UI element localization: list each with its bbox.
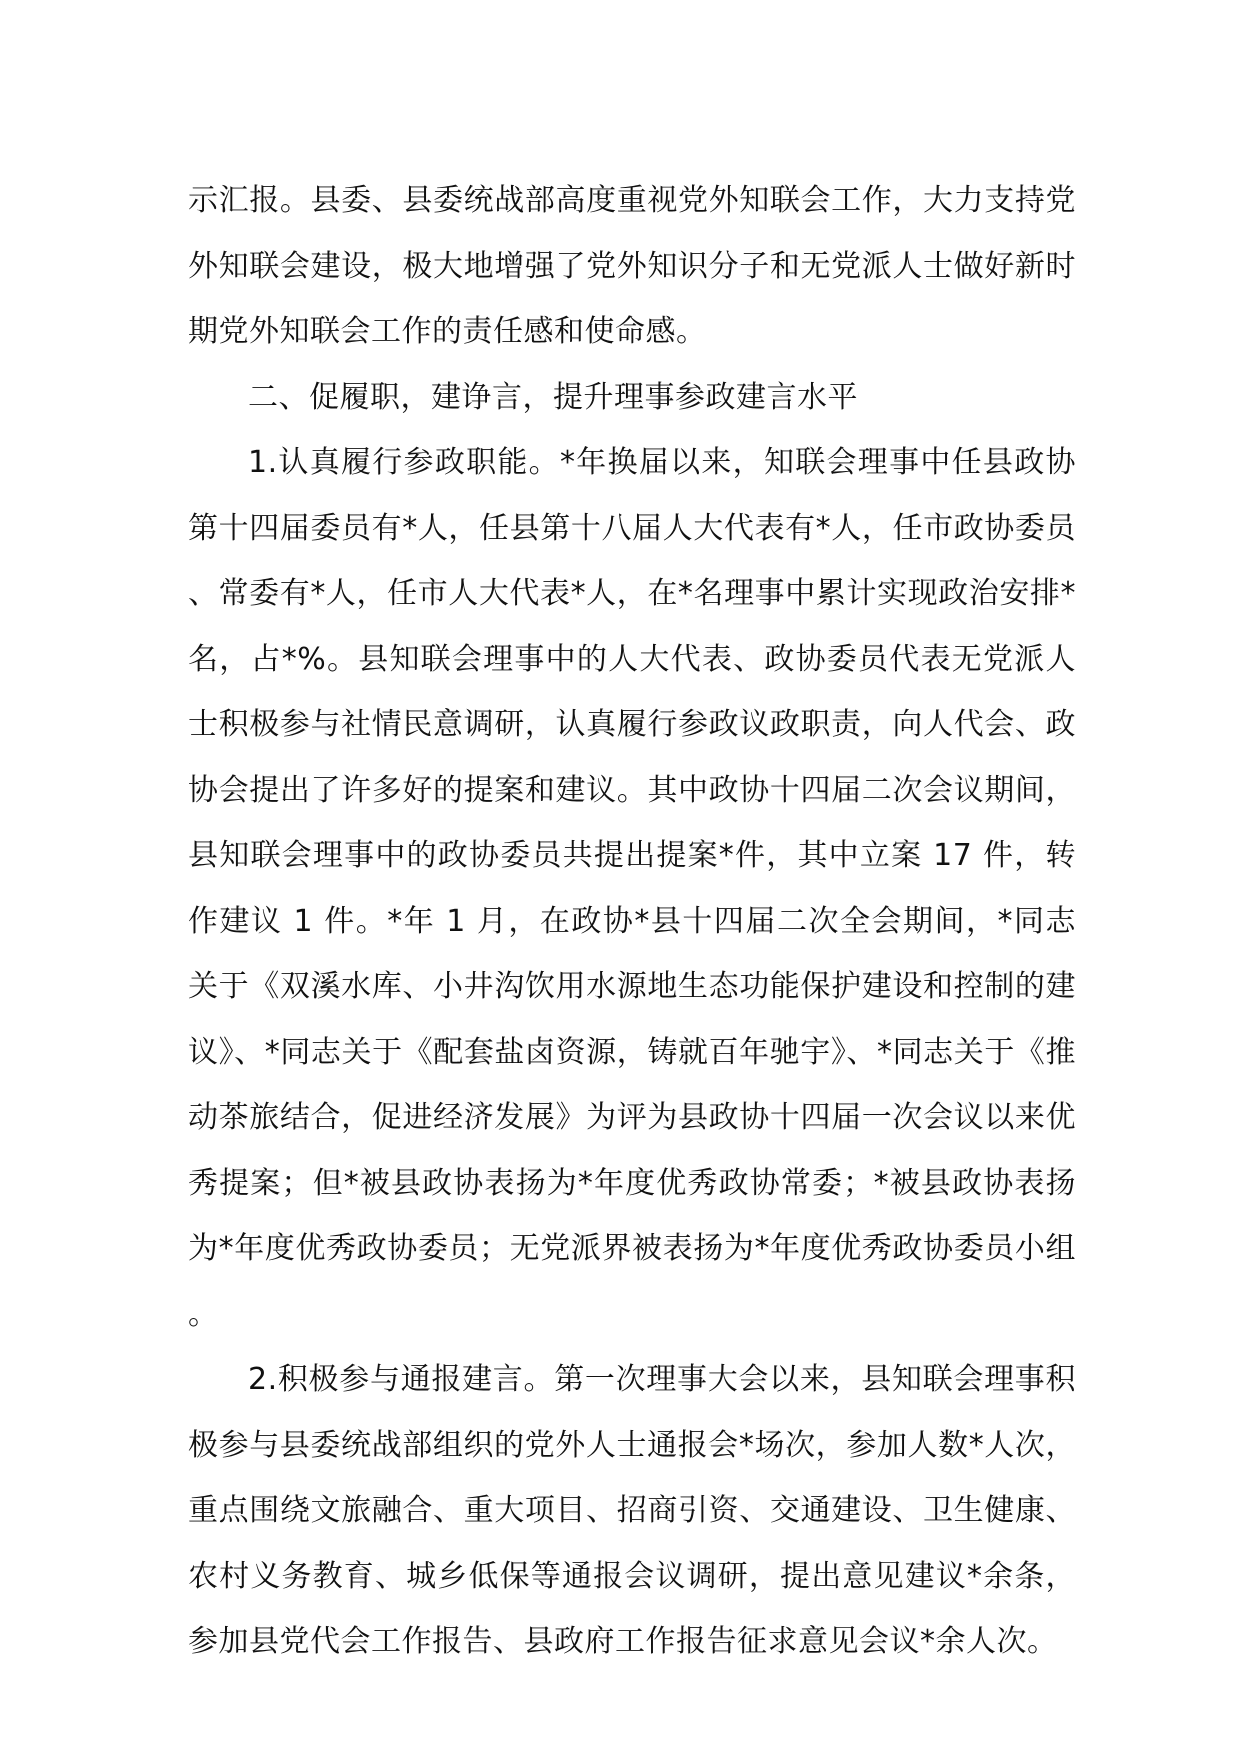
section-heading: 二、促履职，建诤言，提升理事参政建言水平 bbox=[248, 379, 858, 415]
document-body bbox=[188, 168, 1076, 1675]
body-paragraph: 2.积极参与通报建言。第一次理事大会以来，县知联会理事积极参与县委统战部组织的党外人士通报会*场次，参加人数*人次，重点围绕文旅融合、重大项目、招商引资、交通建设、卫生健康、农村义务教育、城乡低保等通报会议调研，提出意见建议*余条，参加县党代会工作报告、县政府工作报告征求意见会议*余人次。 bbox=[188, 1362, 1076, 1659]
body-paragraph: 示汇报。县委、县委统战部高度重视党外知联会工作，大力支持党外知联会建设，极大地增强了党外知识分子和无党派人士做好新时期党外知联会工作的责任感和使命感。 bbox=[188, 183, 1076, 349]
body-paragraph: 1.认真履行参政职能。*年换届以来，知联会理事中任县政协第十四届委员有*人，任县第十八届人大代表有*人，任市政协委员、常委有*人，任市人大代表*人，在*名理事中累计实现政治安排*名，占*%。县知联会理事中的人大代表、政协委员代表无党派人士积极参与社情民意调研，认真履行参政议政职责，向人代会、政协会提出了许多好的提案和建议。其中政协十四届二次会议期间，县知联会理事中的政协委员共提出提案*件，其中立案 17 件，转作建议 1 件。*年 1 月，在政协*县十四届二次全会期间，*同志关于《双溪水库、小井沟饮用水源地生态功能保护建设和控制的建议》、*同志关于《配套盐卤资源，铸就百年驰宇》、*同志关于《推动茶旅结合，促进经济发展》为评为县政协十四届一次会议以来优秀提案；但*被县政协表扬为*年度优秀政协常委；*被县政协表扬为*年度优秀政协委员；无党派界被表扬为*年度优秀政协委员小组。 bbox=[188, 445, 1076, 1332]
